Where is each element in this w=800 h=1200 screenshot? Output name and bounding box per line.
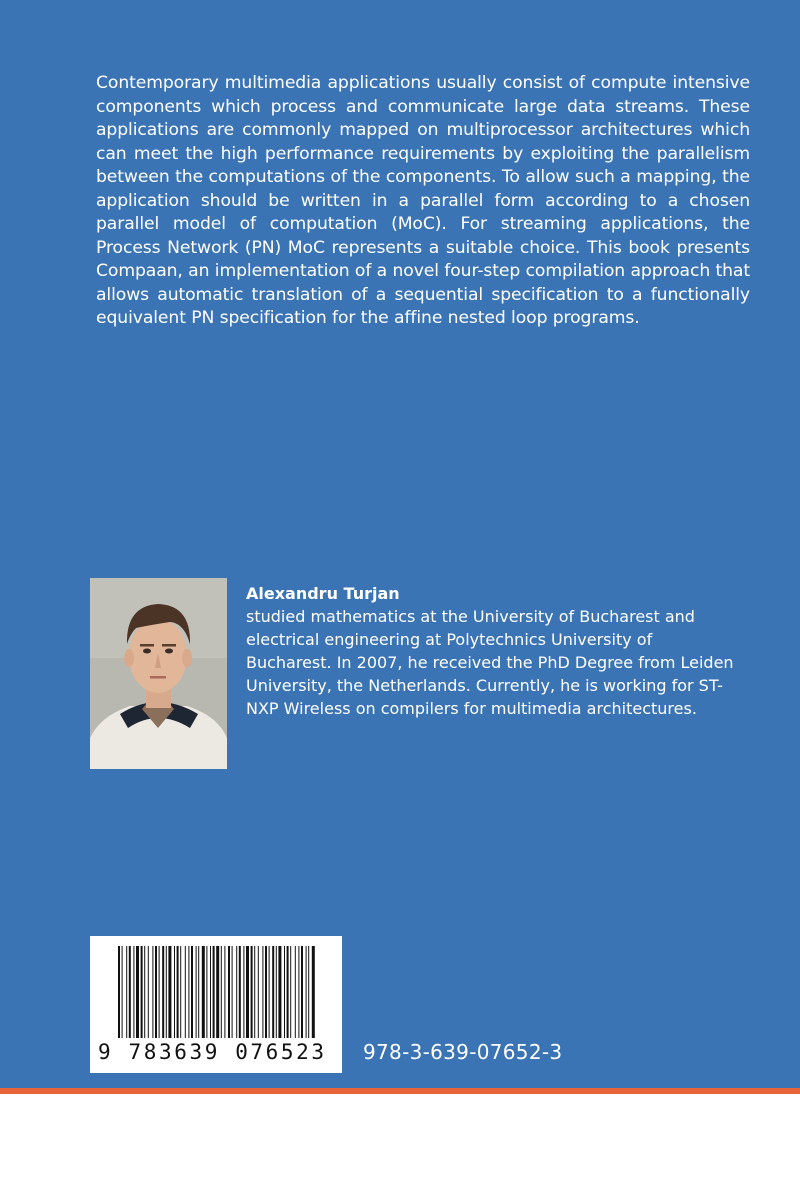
barcode-digits: 9 783639 076523 xyxy=(98,1040,327,1064)
author-bio: studied mathematics at the University of Bucharest and electrical engineering at Polytechnics University of Bucharest. In 2007, he received the PhD Degree from Leiden University, the Netherlands. Currently, he is working for ST-NXP Wireless on compilers for multimedia architectures. xyxy=(246,607,734,718)
barcode xyxy=(90,936,342,1073)
author-info xyxy=(246,582,746,720)
author-name: Alexandru Turjan xyxy=(246,584,400,603)
isbn-number: 978-3-639-07652-3 xyxy=(363,1040,563,1064)
book-description: Contemporary multimedia applications usually consist of compute intensive components which process and communicate large data streams. These applications are commonly mapped on multiprocessor architectures which can meet the high performance requirements by exploiting the parallelism between the computations of the components. To allow such a mapping, the application should be written in a parallel form according to a chosen parallel model of computation (MoC). For streaming applications, the Process Network (PN) MoC represents a suitable choice. This book presents Compaan, an implementation of a novel four-step compilation approach that allows automatic translation of a sequential specification to a functionally equivalent PN specification for the affine nested loop programs. xyxy=(96,73,750,328)
bottom-margin xyxy=(0,1094,800,1200)
author-photo xyxy=(90,578,227,769)
